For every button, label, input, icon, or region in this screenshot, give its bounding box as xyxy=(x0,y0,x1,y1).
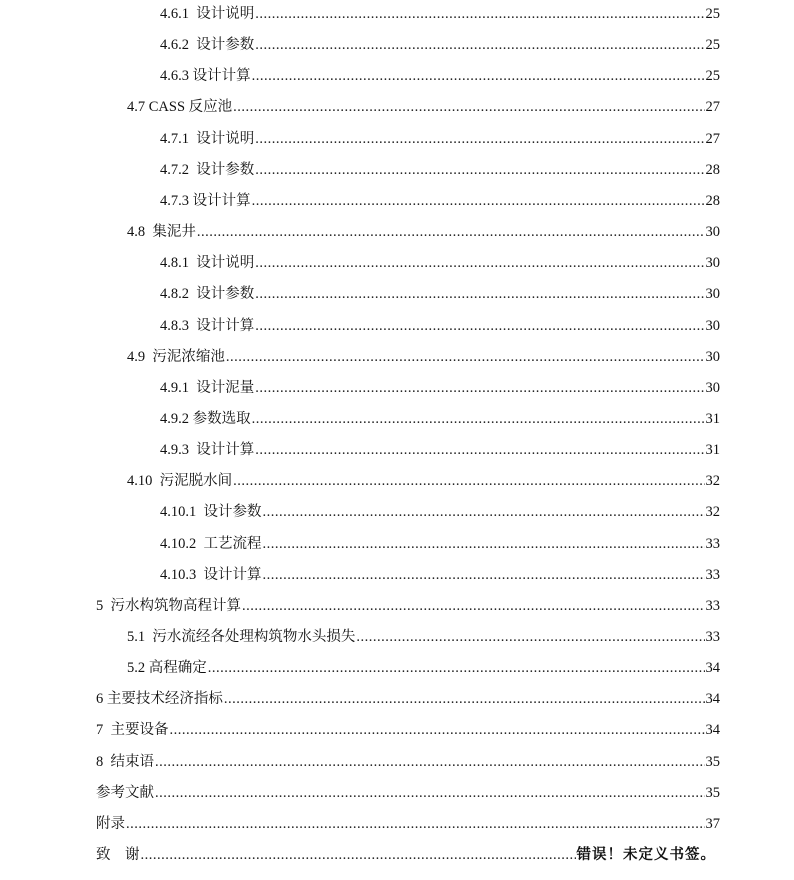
toc-leader-dots xyxy=(252,66,705,86)
toc-entry-page: 30 xyxy=(705,255,720,272)
toc-leader-dots xyxy=(255,253,704,273)
toc-entry[interactable] xyxy=(96,752,720,772)
toc-leader-dots xyxy=(255,129,704,149)
toc-entry-page: 31 xyxy=(705,442,720,459)
toc-leader-dots xyxy=(252,191,705,211)
toc-entry[interactable] xyxy=(127,471,720,491)
toc-entry-title: 附录 xyxy=(96,815,125,832)
toc-leader-dots xyxy=(255,378,704,398)
toc-entry[interactable] xyxy=(160,4,720,24)
toc-entry[interactable] xyxy=(127,658,720,678)
toc-entry-page: 27 xyxy=(705,130,720,147)
toc-entry-title: 4.6.3 设计计算 xyxy=(160,68,251,85)
toc-entry-title: 4.10.1 设计参数 xyxy=(160,504,262,521)
toc-entry[interactable] xyxy=(160,409,720,429)
toc-leader-dots xyxy=(197,222,705,242)
toc-entry[interactable] xyxy=(96,689,720,709)
toc-leader-dots xyxy=(255,4,704,24)
toc-entry[interactable] xyxy=(160,316,720,336)
toc-entry-page: 30 xyxy=(705,286,720,303)
toc-leader-dots xyxy=(141,845,576,865)
toc-entry-title: 4.8.1 设计说明 xyxy=(160,255,255,272)
toc-entry-title: 4.10.3 设计计算 xyxy=(160,566,262,583)
toc-entry-page: 33 xyxy=(705,566,720,583)
toc-entry[interactable] xyxy=(160,35,720,55)
toc-entry-title: 4.7 CASS 反应池 xyxy=(127,99,233,116)
toc-entry-title: 4.7.1 设计说明 xyxy=(160,130,255,147)
toc-entry-page: 34 xyxy=(705,722,720,739)
toc-leader-dots xyxy=(263,502,705,522)
toc-entry-page: 33 xyxy=(705,597,720,614)
toc-entry[interactable] xyxy=(127,97,720,117)
toc-entry-page: 30 xyxy=(705,317,720,334)
toc-entry-page: 25 xyxy=(705,6,720,22)
toc-entry-title: 8 结束语 xyxy=(96,753,154,770)
toc-entry-title: 4.6.1 设计说明 xyxy=(160,6,255,22)
toc-entry[interactable] xyxy=(160,129,720,149)
toc-leader-dots xyxy=(208,658,705,678)
toc-entry-title: 4.9 污泥浓缩池 xyxy=(127,348,225,365)
toc-entry-title: 4.8 集泥井 xyxy=(127,224,196,241)
toc-leader-dots xyxy=(126,814,705,834)
toc-leader-dots xyxy=(155,752,705,772)
toc-entry-page: 35 xyxy=(705,784,720,801)
toc-entry-title: 4.10.2 工艺流程 xyxy=(160,535,262,552)
toc-entry[interactable] xyxy=(127,627,720,647)
toc-entry-title: 7 主要设备 xyxy=(96,722,169,739)
toc-entry[interactable] xyxy=(96,596,720,616)
toc-entry-title: 4.8.2 设计参数 xyxy=(160,286,255,303)
toc-leader-dots xyxy=(255,284,704,304)
toc-entry[interactable] xyxy=(96,814,720,834)
toc-entry[interactable] xyxy=(96,845,716,865)
toc-leader-dots xyxy=(263,534,705,554)
toc-entry-page: 35 xyxy=(705,753,720,770)
toc-entry-title: 5.1 污水流经各处理构筑物水头损失 xyxy=(127,629,356,645)
toc-entry-page: 27 xyxy=(705,99,720,116)
toc-entry-title: 4.9.1 设计泥量 xyxy=(160,379,255,396)
toc-entry-title: 致 谢 xyxy=(96,847,140,864)
toc-entry-title: 5 污水构筑物高程计算 xyxy=(96,597,241,614)
toc-entry-page: 34 xyxy=(705,660,720,677)
toc-entry[interactable] xyxy=(160,440,720,460)
toc-entry[interactable] xyxy=(160,284,720,304)
toc-leader-dots xyxy=(170,720,705,740)
toc-entry-page: 28 xyxy=(705,192,720,209)
toc-leader-dots xyxy=(224,689,705,709)
toc-leader-dots xyxy=(233,97,704,117)
toc-leader-dots xyxy=(255,440,704,460)
toc-leader-dots xyxy=(356,627,704,647)
toc-leader-dots xyxy=(255,316,704,336)
toc-leader-dots xyxy=(233,471,704,491)
toc-entry[interactable] xyxy=(160,66,720,86)
toc-entry-page: 25 xyxy=(705,68,720,85)
toc-leader-dots xyxy=(252,409,705,429)
toc-entry[interactable] xyxy=(160,160,720,180)
toc-entry[interactable] xyxy=(96,783,720,803)
toc-entry[interactable] xyxy=(160,191,720,211)
toc-leader-dots xyxy=(155,783,705,803)
toc-entry-page: 30 xyxy=(705,348,720,365)
toc-entry-title: 4.9.2 参数选取 xyxy=(160,410,251,427)
toc-entry-page: 37 xyxy=(705,815,720,832)
toc-entry-page: 30 xyxy=(705,379,720,396)
toc-entry-page: 32 xyxy=(705,504,720,521)
toc-entry[interactable] xyxy=(160,378,720,398)
toc-leader-dots xyxy=(255,160,704,180)
toc-leader-dots xyxy=(255,35,704,55)
toc-leader-dots xyxy=(263,565,705,585)
toc-entry-page: 30 xyxy=(705,224,720,241)
toc-entry-title: 6 主要技术经济指标 xyxy=(96,691,223,708)
toc-entry-page: 33 xyxy=(705,535,720,552)
toc-entry-title: 4.8.3 设计计算 xyxy=(160,317,255,334)
toc-entry[interactable] xyxy=(160,565,720,585)
toc-entry[interactable] xyxy=(160,534,720,554)
toc-entry-title: 4.6.2 设计参数 xyxy=(160,37,255,54)
toc-entry-title: 4.7.2 设计参数 xyxy=(160,161,255,178)
toc-entry-page: 32 xyxy=(705,473,720,490)
toc-entry[interactable] xyxy=(127,222,720,242)
toc-entry[interactable] xyxy=(127,347,720,367)
toc-entry-page: 28 xyxy=(705,161,720,178)
toc-entry-title: 4.7.3 设计计算 xyxy=(160,192,251,209)
toc-entry-page: 34 xyxy=(705,691,720,708)
toc-entry-title: 4.9.3 设计计算 xyxy=(160,442,255,459)
toc-leader-dots xyxy=(242,596,705,616)
toc-entry-title: 4.10 污泥脱水间 xyxy=(127,473,233,490)
toc-entry-title: 参考文献 xyxy=(96,784,154,801)
toc-entry[interactable] xyxy=(96,720,720,740)
toc-entry-page: 31 xyxy=(705,410,720,427)
toc-entry-page: 25 xyxy=(705,37,720,54)
toc-entry[interactable] xyxy=(160,502,720,522)
toc-entry-page: 错误！未定义书签。 xyxy=(576,847,716,864)
toc-entry[interactable] xyxy=(160,253,720,273)
toc-leader-dots xyxy=(226,347,705,367)
toc-entry-title: 5.2 高程确定 xyxy=(127,660,207,677)
toc-entry-page: 33 xyxy=(705,629,720,645)
